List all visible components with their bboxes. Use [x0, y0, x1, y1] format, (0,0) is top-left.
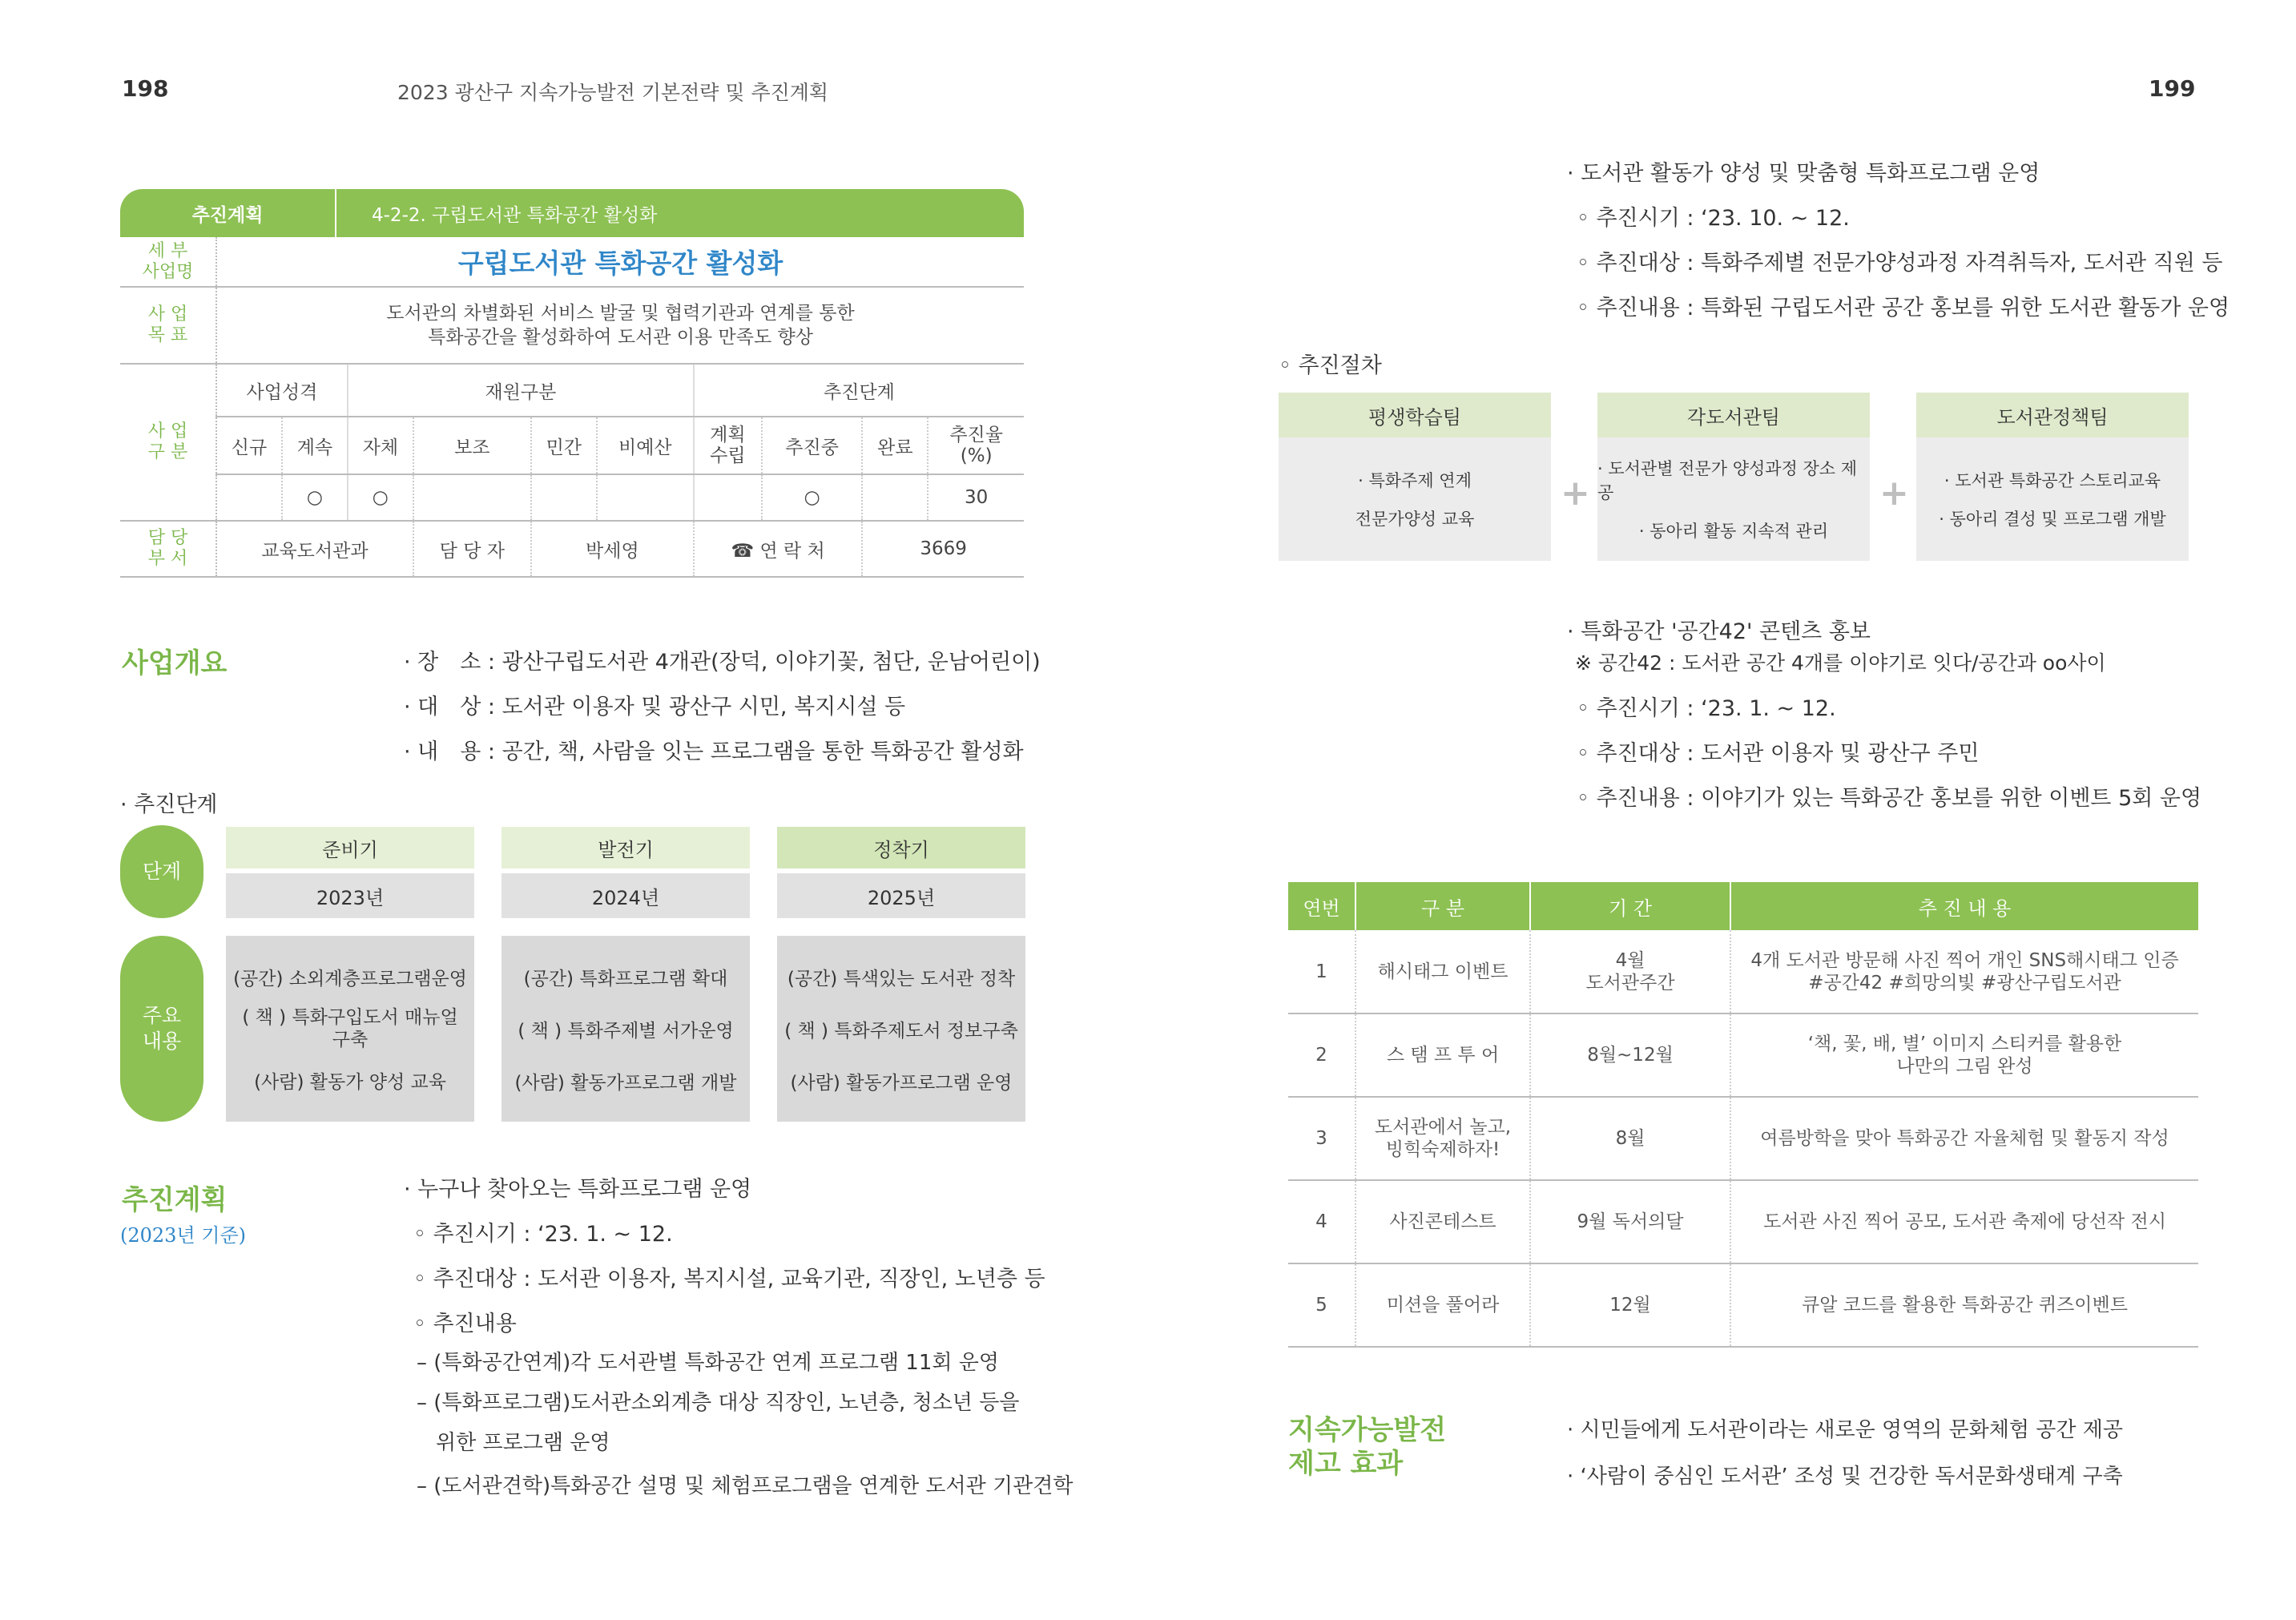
- table-row: [1288, 1097, 2198, 1180]
- procedure-box: [1916, 393, 2189, 561]
- sub-header: 계획 수립: [694, 417, 762, 474]
- event-content: 여름방학을 맞아 특화공간 자율체험 및 활동지 작성: [1730, 1097, 2198, 1180]
- event-type: 미션을 풀어라: [1355, 1263, 1530, 1347]
- stage-content: [226, 936, 474, 1122]
- event-no: 2: [1288, 1014, 1355, 1097]
- group-header-funding: 재원구분: [348, 364, 694, 417]
- procedure-body: [1916, 437, 2189, 561]
- event-col-header: 추 진 내 용: [1730, 882, 2198, 930]
- right-line: · 도서관 활동가 양성 및 맞춤형 특화프로그램 운영: [1567, 161, 2040, 186]
- project-bar: [120, 189, 1024, 237]
- stage-year: 2023년: [226, 873, 474, 918]
- sub-header: 민간: [531, 417, 597, 474]
- right-line: ◦ 추진대상 : 도서관 이용자 및 광산구 주민: [1577, 741, 1980, 766]
- plan-title: 4-2-2. 구립도서관 특화공간 활성화: [372, 204, 658, 226]
- sub-header: 비예산: [597, 417, 694, 474]
- event-no: 4: [1288, 1180, 1355, 1263]
- plan-line: ◦ 추진내용: [413, 1312, 517, 1336]
- mark-cell: [862, 474, 928, 521]
- plan-section-sub: (2023년 기준): [120, 1224, 246, 1247]
- event-type: 스 탬 프 투 어: [1355, 1014, 1530, 1097]
- procedure-item: · 동아리 결성 및 프로그램 개발: [1939, 510, 2166, 529]
- stage-year: 2024년: [501, 873, 750, 918]
- plan-line: – (특화공간연계)각 도서관별 특화공간 연계 프로그램 11회 운영: [417, 1351, 1000, 1375]
- stage-item: (사람) 활동가 양성 교육: [254, 1072, 446, 1093]
- event-col-header: 연번: [1288, 882, 1355, 930]
- procedure-team: 각도서관팀: [1597, 393, 1870, 437]
- event-type: 도서관에서 놀고, 빙힉숙제하자!: [1355, 1097, 1530, 1180]
- event-no: 3: [1288, 1097, 1355, 1180]
- plan-section-title: 추진계획: [122, 1184, 228, 1216]
- event-type: 해시태그 이벤트: [1355, 930, 1530, 1014]
- procedure-item: · 동아리 활동 지속적 관리: [1638, 522, 1829, 541]
- event-period: 8월~12월: [1530, 1014, 1730, 1097]
- procedure-box: [1597, 393, 1870, 561]
- overview-item: · 장 소 : 광산구립도서관 4개관(장덕, 이야기꽃, 첨단, 운남어린이): [404, 650, 1041, 675]
- dept-label: 담 당 부 서: [120, 521, 216, 577]
- event-no: 5: [1288, 1263, 1355, 1347]
- event-type: 사진콘테스트: [1355, 1180, 1530, 1263]
- procedure-item: · 도서관별 전문가 양성과정 장소 제공: [1597, 459, 1858, 502]
- plus-icon: +: [1561, 473, 1590, 514]
- sub-header: 추진율 (%): [928, 417, 1024, 474]
- progress-rate: 30: [928, 474, 1024, 521]
- dept-value: 교육도서관과: [216, 521, 413, 577]
- right-line: ◦ 추진내용 : 이야기가 있는 특화공간 홍보를 위한 이벤트 5회 운영: [1577, 786, 2202, 811]
- mark-cell: ○: [762, 474, 863, 521]
- contact-label: ☎ 연 락 처: [694, 521, 862, 577]
- sub-header: 완료: [862, 417, 928, 474]
- event-content: 4개 도서관 방문해 사진 찍어 개인 SNS해시태그 인증 #공간42 #희망의빛 #광산구립도서관: [1730, 930, 2198, 1014]
- goal-label: 사 업 목 표: [120, 287, 216, 364]
- procedure-item: 전문가양성 교육: [1355, 510, 1475, 529]
- contact-value: 3669: [862, 521, 1024, 577]
- event-period: 4월 도서관주간: [1530, 930, 1730, 1014]
- table-row: [1288, 1263, 2198, 1347]
- goal-value: [216, 287, 1024, 364]
- stage-name: 정착기: [777, 827, 1025, 868]
- sub-header: 자체: [348, 417, 413, 474]
- manager-label: 담 당 자: [413, 521, 531, 577]
- right-line: ◦ 추진대상 : 특화주제별 전문가양성과정 자격취득자, 도서관 직원 등: [1577, 251, 2223, 276]
- mark-cell: [597, 474, 694, 521]
- stage-item: (공간) 소외계층프로그램운영: [233, 969, 467, 989]
- plus-icon: +: [1879, 473, 1909, 514]
- mark-cell: [216, 474, 282, 521]
- running-header: 2023 광산구 지속가능발전 기본전략 및 추진계획: [397, 81, 829, 104]
- plan-line: · 누구나 찾아오는 특화프로그램 운영: [404, 1177, 752, 1202]
- group-header-nature: 사업성격: [216, 364, 348, 417]
- plan-label: 추진계획: [120, 189, 336, 237]
- right-line: · 특화공간 '공간42' 콘텐츠 홍보: [1567, 619, 1871, 644]
- sub-header: 추진중: [762, 417, 863, 474]
- mark-cell: ○: [282, 474, 348, 521]
- page-number-left: 198: [122, 75, 169, 102]
- event-period: 8월: [1530, 1097, 1730, 1180]
- effect-title: 지속가능발전 제고 효과: [1288, 1414, 1447, 1480]
- mark-cell: [413, 474, 531, 521]
- overview-title: 사업개요: [122, 647, 228, 679]
- procedure-team: 도서관정책팀: [1916, 393, 2189, 437]
- plan-line: 위한 프로그램 운영: [436, 1431, 610, 1455]
- stage-item: ( 책 ) 특화구입도서 매뉴얼 구축: [242, 1007, 458, 1050]
- overview-item: · 대 상 : 도서관 이용자 및 광산구 시민, 복지시설 등: [404, 695, 906, 719]
- stages-heading: · 추진단계: [120, 792, 218, 817]
- event-col-header: 기 간: [1530, 882, 1730, 930]
- page-number-right: 199: [2149, 75, 2196, 102]
- procedure-box: [1279, 393, 1551, 561]
- right-line: ◦ 추진내용 : 특화된 구립도서관 공간 홍보를 위한 도서관 활동가 운영: [1577, 296, 2230, 320]
- goal-line-2: 특화공간을 활성화하여 도서관 이용 만족도 향상: [428, 327, 813, 348]
- detail-value: 구립도서관 특화공간 활성화: [216, 237, 1024, 287]
- event-no: 1: [1288, 930, 1355, 1014]
- group-header-progress: 추진단계: [694, 364, 1024, 417]
- mark-cell: [531, 474, 597, 521]
- goal-line-1: 도서관의 차별화된 서비스 발굴 및 협력기관과 연계를 통한: [386, 303, 855, 324]
- sub-header: 보조: [413, 417, 531, 474]
- stage-label-pill: 단계: [120, 825, 203, 918]
- event-table: [1288, 882, 2198, 1348]
- mark-cell: [694, 474, 762, 521]
- plan-line: – (도서관견학)특화공간 설명 및 체험프로그램을 연계한 도서관 기관견학: [417, 1474, 1073, 1498]
- sub-header: 계속: [282, 417, 348, 474]
- stage-name: 발전기: [501, 827, 750, 868]
- plan-line: – (특화프로그램)도서관소외계층 대상 직장인, 노년층, 청소년 등을: [417, 1391, 1020, 1415]
- stage-year: 2025년: [777, 873, 1025, 918]
- table-row: [1288, 1014, 2198, 1097]
- overview-item: · 내 용 : 공간, 책, 사람을 잇는 프로그램을 통한 특화공간 활성화: [404, 739, 1024, 764]
- stage-item: (공간) 특색있는 도서관 정착: [787, 968, 1016, 989]
- event-content: ‘책, 꽃, 배, 별’ 이미지 스티커를 활용한 나만의 그림 완성: [1730, 1014, 2198, 1097]
- procedure-heading: ◦ 추진절차: [1279, 353, 1382, 378]
- table-row: [1288, 930, 2198, 1014]
- procedure-team: 평생학습팀: [1279, 393, 1551, 437]
- stage-content: [777, 936, 1025, 1122]
- procedure-item: · 도서관 특화공간 스토리교육: [1944, 471, 2161, 490]
- event-period: 12월: [1530, 1263, 1730, 1347]
- stage-item: (사람) 활동가프로그램 개발: [514, 1072, 737, 1094]
- stage-item: ( 책 ) 특화주제도서 정보구축: [784, 1020, 1018, 1042]
- sub-header: 신규: [216, 417, 282, 474]
- event-period: 9월 독서의달: [1530, 1180, 1730, 1263]
- manager-value: 박세영: [531, 521, 694, 577]
- procedure-body: [1597, 437, 1870, 561]
- plan-line: ◦ 추진대상 : 도서관 이용자, 복지시설, 교육기관, 직장인, 노년층 등: [413, 1267, 1045, 1292]
- detail-label: 세 부 사업명: [120, 237, 216, 287]
- procedure-item: · 특화주제 연계: [1358, 471, 1472, 490]
- mark-cell: ○: [348, 474, 413, 521]
- procedure-body: [1279, 437, 1551, 561]
- content-label-pill: 주요 내용: [120, 936, 203, 1122]
- stage-item: (공간) 특화프로그램 확대: [523, 968, 728, 989]
- type-label: 사 업 구 분: [120, 364, 216, 521]
- stage-name: 준비기: [226, 827, 474, 868]
- right-line: ※ 공간42 : 도서관 공간 4개를 이야기로 잇다/공간과 oo사이: [1575, 651, 2106, 675]
- event-content: 큐알 코드를 활용한 특화공간 퀴즈이벤트: [1730, 1263, 2198, 1347]
- table-row: [1288, 1180, 2198, 1263]
- effect-item: · ‘사람이 중심인 도서관’ 조성 및 건강한 독서문화생태계 구축: [1567, 1465, 2123, 1489]
- project-table: [120, 189, 1024, 578]
- stage-item: ( 책 ) 특화주제별 서가운영: [518, 1020, 734, 1042]
- effect-item: · 시민들에게 도서관이라는 새로운 영역의 문화체험 공간 제공: [1567, 1418, 2124, 1442]
- stage-content: [501, 936, 750, 1122]
- stage-item: (사람) 활동가프로그램 운영: [790, 1072, 1013, 1094]
- plan-line: ◦ 추진시기 : ‘23. 1. ~ 12.: [413, 1222, 673, 1247]
- right-line: ◦ 추진시기 : ‘23. 1. ~ 12.: [1577, 696, 1836, 721]
- right-line: ◦ 추진시기 : ‘23. 10. ~ 12.: [1577, 206, 1850, 231]
- event-content: 도서관 사진 찍어 공모, 도서관 축제에 당선작 전시: [1730, 1180, 2198, 1263]
- event-col-header: 구 분: [1355, 882, 1530, 930]
